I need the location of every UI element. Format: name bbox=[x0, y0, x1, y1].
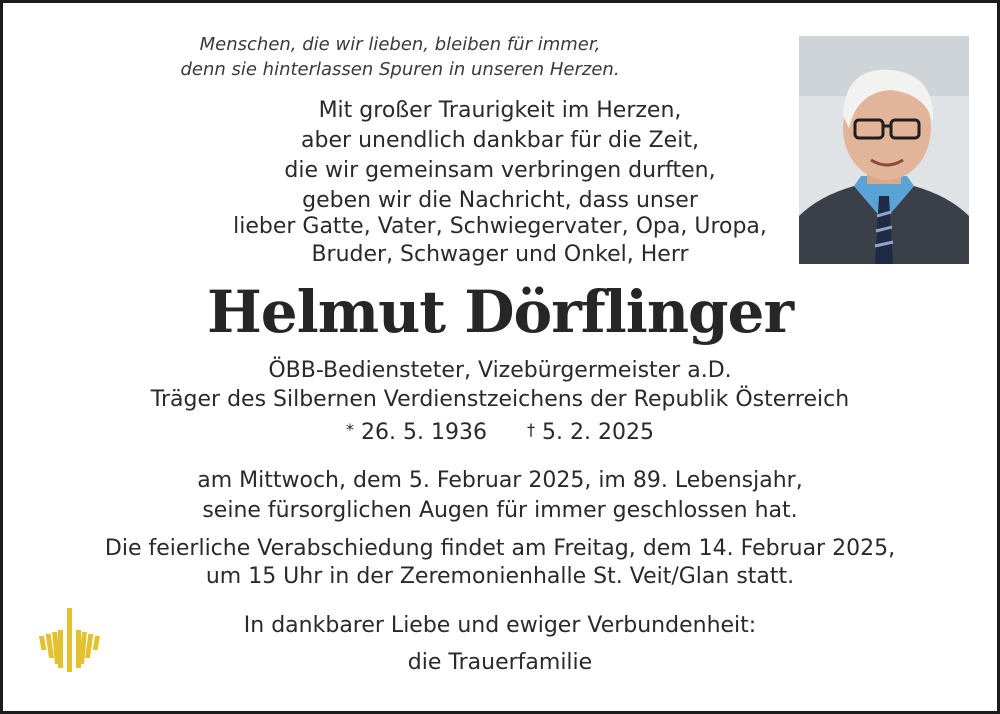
title-line-1: ÖBB-Bediensteter, Vizebürgermeister a.D. bbox=[268, 358, 732, 383]
intro-line-1: Mit großer Traurigkeit im Herzen, bbox=[318, 98, 682, 123]
closing-signature: die Trauerfamilie bbox=[407, 650, 593, 675]
intro-line-5: lieber Gatte, Vater, Schwiegervater, Opa, Uropa, bbox=[233, 214, 767, 239]
motto-line-1: Menschen, die wir lieben, bleiben für immer, bbox=[199, 34, 601, 55]
title-line-2: Träger des Silbernen Verdienstzeichens der Republik Österreich bbox=[150, 387, 850, 412]
message-line-1: am Mittwoch, dem 5. Februar 2025, im 89. Lebensjahr, bbox=[197, 468, 803, 493]
birth-symbol: * bbox=[346, 420, 355, 439]
ceremony-line-1: Die feierliche Verabschiedung findet am Freitag, dem 14. Februar 2025, bbox=[104, 536, 896, 561]
intro-line-4: geben wir die Nachricht, dass unser bbox=[302, 188, 698, 213]
death-symbol: † bbox=[526, 420, 535, 439]
intro-line-2: aber unendlich dankbar für die Zeit, bbox=[301, 128, 699, 153]
life-dates bbox=[0, 420, 1000, 445]
message-line-2: seine fürsorglichen Augen für immer geschlossen hat. bbox=[202, 498, 798, 523]
funeral-emblem-icon bbox=[34, 608, 110, 672]
deceased-name: Helmut Dörflinger bbox=[207, 278, 793, 346]
motto-line-2: denn sie hinterlassen Spuren in unseren Herzen. bbox=[180, 59, 620, 80]
death-date: 5. 2. 2025 bbox=[541, 420, 654, 445]
birth-date: 26. 5. 1936 bbox=[361, 420, 487, 445]
ceremony-line-2: um 15 Uhr in der Zeremonienhalle St. Veit/Glan statt. bbox=[205, 564, 795, 589]
intro-line-6: Bruder, Schwager und Onkel, Herr bbox=[311, 242, 689, 267]
closing-line-1: In dankbarer Liebe und ewiger Verbundenheit: bbox=[243, 613, 757, 638]
intro-line-3: die wir gemeinsam verbringen durften, bbox=[284, 158, 716, 183]
